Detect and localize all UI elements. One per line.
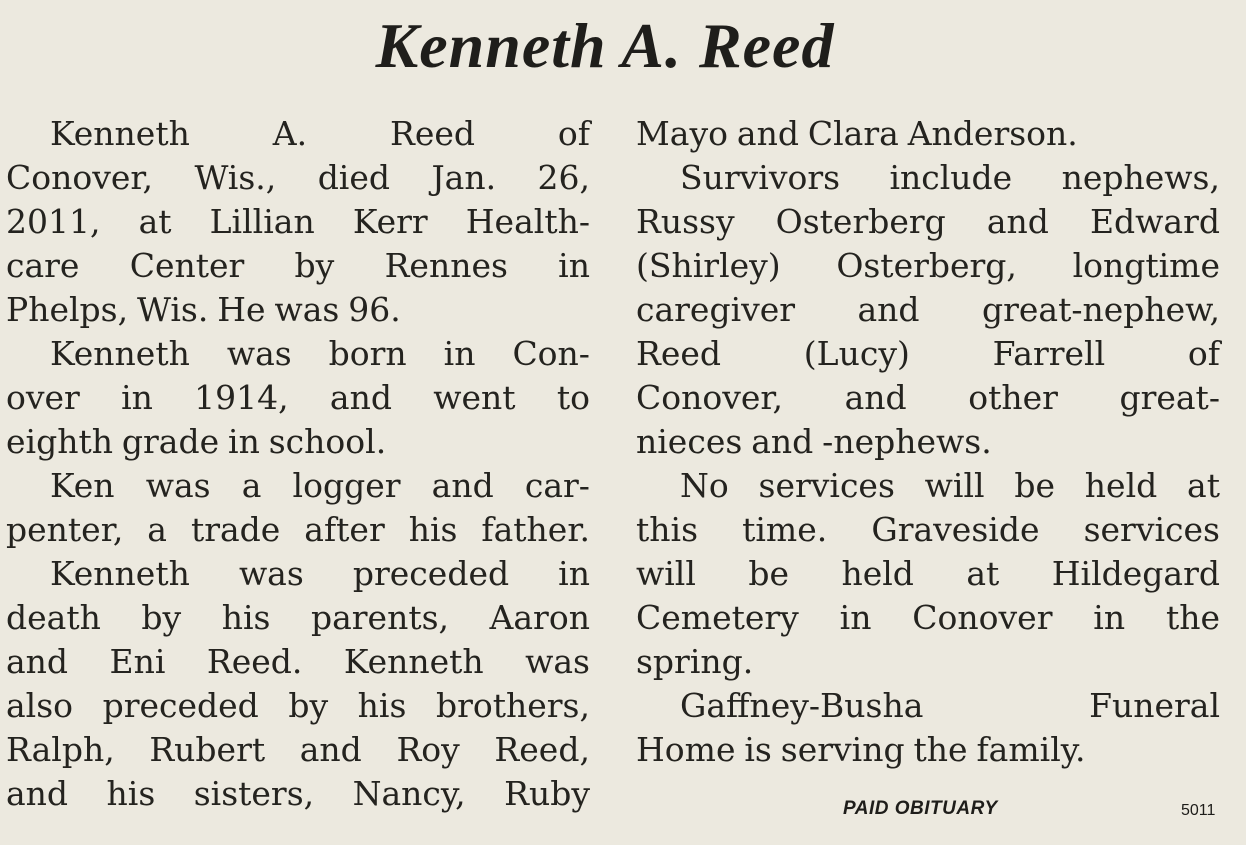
word: in — [839, 598, 872, 637]
word: great-nephew, — [981, 290, 1220, 329]
word: car- — [524, 466, 590, 505]
word: and — [431, 466, 494, 505]
text-line — [636, 200, 1220, 244]
word: and — [857, 290, 920, 329]
word: care — [6, 246, 80, 285]
word: school. — [268, 422, 387, 461]
word: was — [145, 466, 211, 505]
word: of — [557, 114, 590, 153]
word: by — [141, 598, 182, 637]
word: born — [328, 334, 407, 373]
obituary-title: Kenneth A. Reed — [375, 10, 835, 81]
word: Osterberg — [775, 202, 946, 241]
word: his — [357, 686, 407, 725]
word: Funeral — [1089, 686, 1220, 725]
text-line — [636, 640, 1220, 684]
word: Survivors — [680, 158, 841, 197]
word: Gaffney-Busha — [680, 686, 924, 725]
word: brothers, — [435, 686, 590, 725]
word: a — [147, 510, 167, 549]
word: the — [1165, 598, 1220, 637]
word: of — [1187, 334, 1220, 373]
word: Kenneth — [50, 554, 190, 593]
word: and — [751, 422, 814, 461]
text-line — [6, 508, 590, 552]
text-line — [6, 684, 590, 728]
word: Conover, — [6, 158, 154, 197]
word: time. — [742, 510, 828, 549]
word: Conover, — [636, 378, 784, 417]
word: 2011, — [6, 202, 101, 241]
word: parents, — [310, 598, 450, 637]
word: Russy — [636, 202, 735, 241]
word: in — [443, 334, 476, 373]
word: He — [217, 290, 266, 329]
word: No — [680, 466, 729, 505]
word: father. — [481, 510, 590, 549]
word: other — [968, 378, 1058, 417]
word: grade — [121, 422, 220, 461]
word: in — [121, 378, 153, 417]
text-line — [6, 332, 590, 376]
text-line — [6, 596, 590, 640]
word: (Lucy) — [803, 334, 910, 373]
word: Cemetery — [636, 598, 799, 637]
word: great- — [1119, 378, 1220, 417]
word: in — [1093, 598, 1126, 637]
text-line — [6, 552, 590, 596]
word: Hildegard — [1051, 554, 1220, 593]
word: to — [556, 378, 590, 417]
word: death — [6, 598, 101, 637]
word: Rubert — [149, 730, 266, 769]
word: was — [274, 290, 340, 329]
word: the — [913, 730, 968, 769]
word: and — [329, 378, 392, 417]
word: preceded — [352, 554, 510, 593]
word: went — [433, 378, 516, 417]
word: Farrell — [992, 334, 1106, 373]
word: Rennes — [384, 246, 508, 285]
word: trade — [190, 510, 281, 549]
word: services — [758, 466, 895, 505]
word: was — [238, 554, 304, 593]
word: will — [924, 466, 985, 505]
word: family. — [976, 730, 1086, 769]
word: by — [294, 246, 335, 285]
word: Lillian — [209, 202, 315, 241]
ad-code: 5011 — [1181, 802, 1216, 819]
word: Nancy, — [352, 774, 466, 813]
word: Ralph, — [6, 730, 115, 769]
word: Con- — [512, 334, 590, 373]
text-line — [636, 376, 1220, 420]
word: Wis. — [137, 290, 209, 329]
word: Health- — [465, 202, 590, 241]
text-line — [6, 288, 590, 332]
word: Conover — [912, 598, 1053, 637]
text-line — [636, 464, 1220, 508]
word: died — [317, 158, 391, 197]
word: at — [138, 202, 172, 241]
word: Eni — [109, 642, 166, 681]
word: was — [226, 334, 292, 373]
text-line — [6, 156, 590, 200]
text-line — [6, 420, 590, 464]
word: be — [1014, 466, 1056, 505]
text-line — [6, 112, 590, 156]
word: eighth — [6, 422, 113, 461]
word: penter, — [6, 510, 124, 549]
word: Kerr — [352, 202, 428, 241]
word: his — [106, 774, 156, 813]
word: Jan. — [431, 158, 497, 197]
word: 1914, — [194, 378, 289, 417]
text-line — [636, 420, 1220, 464]
word: Kenneth — [50, 114, 190, 153]
word: Reed. — [206, 642, 303, 681]
word: 26, — [537, 158, 590, 197]
word: include — [889, 158, 1013, 197]
text-line — [6, 376, 590, 420]
text-line — [6, 464, 590, 508]
word: A. — [272, 114, 308, 153]
word: in — [558, 246, 590, 285]
word: this — [636, 510, 699, 549]
text-line — [636, 288, 1220, 332]
word: serving — [780, 730, 905, 769]
word: Home — [636, 730, 736, 769]
text-line — [6, 728, 590, 772]
word: and — [844, 378, 907, 417]
text-line — [636, 156, 1220, 200]
word: Reed — [389, 114, 475, 153]
word: nephews, — [1061, 158, 1220, 197]
word: Anderson. — [907, 114, 1078, 153]
word: at — [966, 554, 1000, 593]
word: and — [986, 202, 1049, 241]
word: caregiver — [636, 290, 796, 329]
word: -nephews. — [822, 422, 992, 461]
word: is — [744, 730, 772, 769]
word: Kenneth — [50, 334, 190, 373]
text-line — [636, 684, 1220, 728]
word: Ruby — [504, 774, 590, 813]
word: by — [288, 686, 329, 725]
word: Graveside — [871, 510, 1040, 549]
text-line — [636, 112, 1220, 156]
text-line — [636, 244, 1220, 288]
word: services — [1083, 510, 1220, 549]
word: in — [228, 422, 260, 461]
word: Roy — [396, 730, 460, 769]
word: 96. — [348, 290, 401, 329]
paid-obituary-label: PAID OBITUARY — [843, 798, 998, 819]
word: and — [6, 642, 69, 681]
text-line — [636, 332, 1220, 376]
text-line — [636, 728, 1220, 772]
word: Aaron — [489, 598, 590, 637]
word: Kenneth — [343, 642, 484, 681]
word: held — [841, 554, 914, 593]
word: logger — [292, 466, 401, 505]
word: be — [748, 554, 790, 593]
word: Reed — [636, 334, 722, 373]
word: will — [636, 554, 696, 593]
word: and — [299, 730, 362, 769]
word: spring. — [636, 642, 754, 681]
word: sisters, — [193, 774, 315, 813]
word: in — [558, 554, 590, 593]
word: Ken — [50, 466, 115, 505]
text-line — [636, 596, 1220, 640]
word: at — [1187, 466, 1220, 505]
text-line — [6, 772, 590, 816]
text-line — [636, 552, 1220, 596]
text-line — [636, 508, 1220, 552]
text-line — [6, 200, 590, 244]
word: Clara — [807, 114, 899, 153]
word: Center — [129, 246, 245, 285]
word: held — [1084, 466, 1158, 505]
word: preceded — [102, 686, 259, 725]
word: Phelps, — [6, 290, 129, 329]
text-line — [6, 640, 590, 684]
word: was — [525, 642, 590, 681]
word: and — [6, 774, 69, 813]
text-line — [6, 244, 590, 288]
word: Reed, — [494, 730, 590, 769]
word: after — [304, 510, 385, 549]
word: nieces — [636, 422, 743, 461]
word: a — [241, 466, 262, 505]
word: Wis., — [194, 158, 277, 197]
word: (Shirley) — [636, 246, 781, 285]
word: also — [6, 686, 74, 725]
word: Osterberg, — [836, 246, 1017, 285]
word: Mayo — [636, 114, 728, 153]
word: over — [6, 378, 80, 417]
word: and — [736, 114, 799, 153]
word: longtime — [1072, 246, 1220, 285]
word: Edward — [1089, 202, 1220, 241]
word: his — [408, 510, 458, 549]
word: his — [221, 598, 271, 637]
